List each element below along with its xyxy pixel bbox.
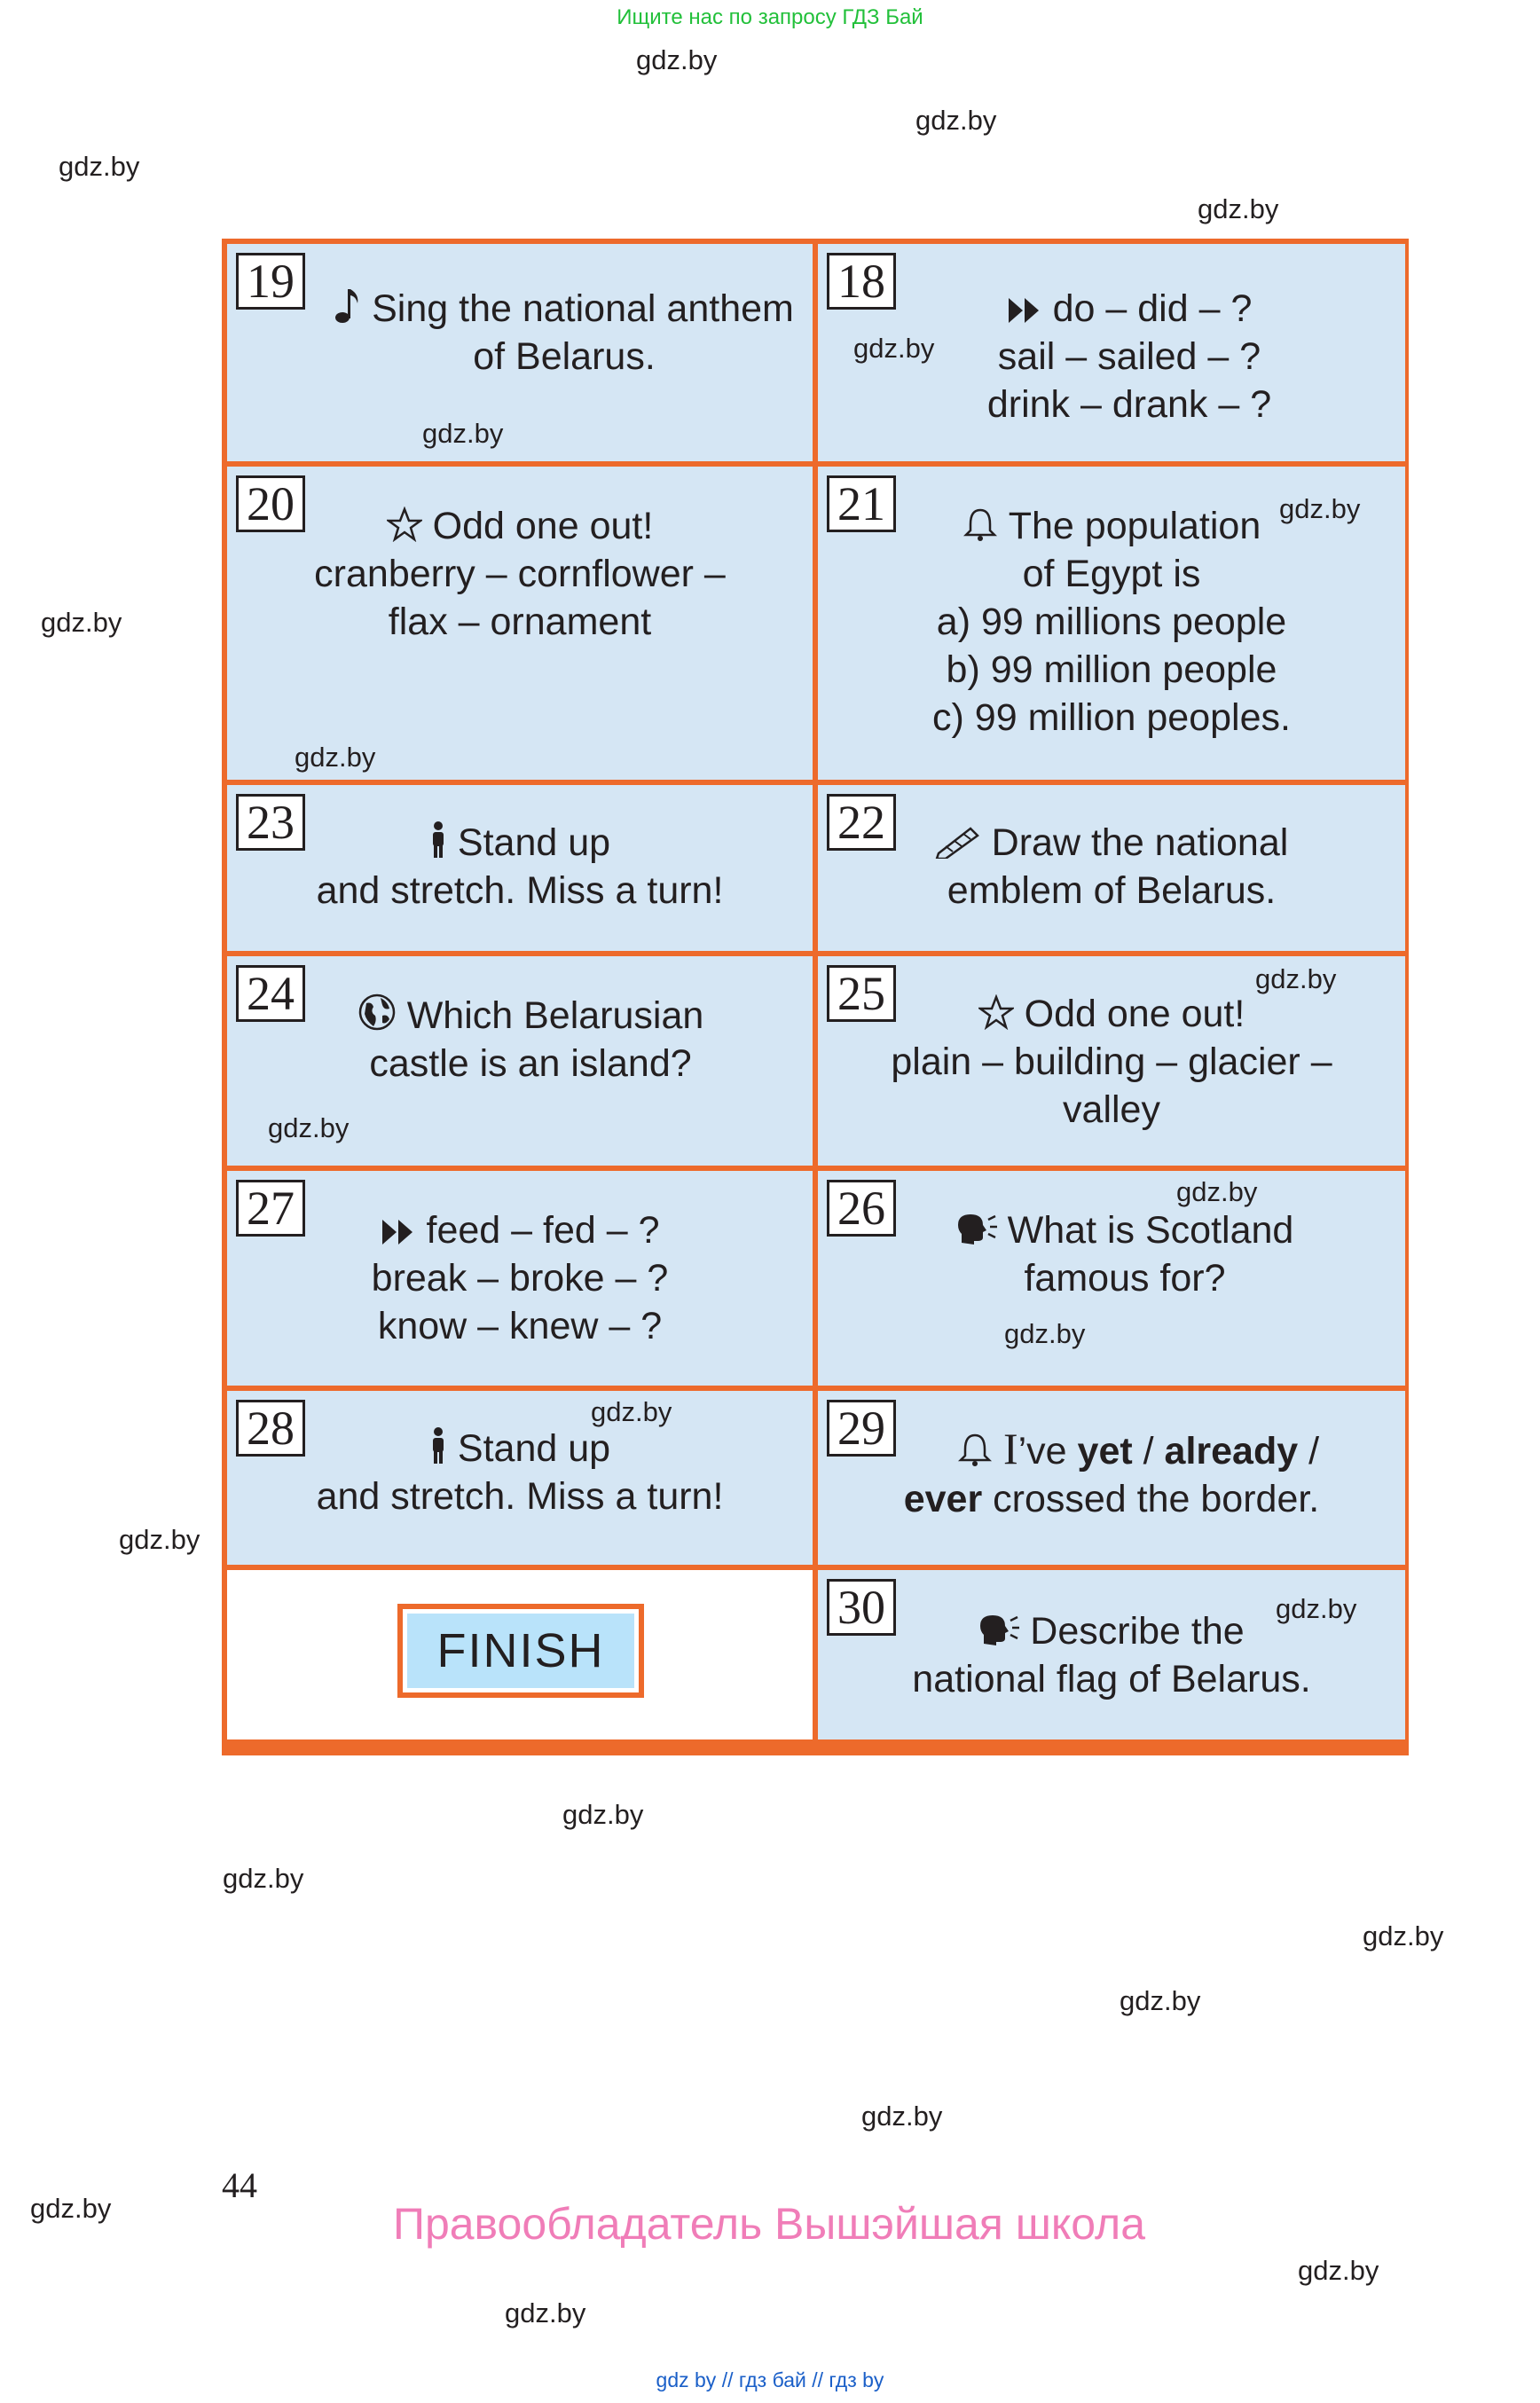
person-icon: [429, 819, 447, 867]
cell-line: national flag of Belarus.: [912, 1658, 1311, 1700]
star-icon: [387, 502, 422, 550]
music-note-icon: [334, 285, 361, 333]
square-number: 29: [827, 1400, 896, 1457]
top-banner[interactable]: Ищите нас по запросу ГДЗ Бай: [617, 5, 923, 29]
watermark: gdz.by: [1276, 1593, 1357, 1624]
cell-line: cranberry – cornflower –: [314, 553, 726, 595]
square-18: [818, 244, 1405, 461]
square-number: 22: [827, 794, 896, 851]
cell-line: The population: [1008, 505, 1261, 547]
page-number: 44: [222, 2165, 257, 2205]
cell-line: emblem of Belarus.: [947, 869, 1277, 912]
fast-forward-icon: [1007, 285, 1042, 333]
cell-line: Draw the national: [991, 821, 1289, 864]
rights-holder: Правообладатель Вышэйшая школа: [393, 2199, 1145, 2249]
square-26: [818, 1171, 1405, 1386]
watermark: gdz.by: [1120, 1985, 1201, 2016]
watermark: gdz.by: [861, 2101, 943, 2132]
square-22: [818, 785, 1405, 951]
square-25: [818, 956, 1405, 1166]
cell-text: I: [1002, 1424, 1018, 1473]
footer-links[interactable]: gdz by // гдз бай // гдз by: [656, 2368, 884, 2391]
finish-label-box: [397, 1604, 644, 1698]
watermark: gdz.by: [1004, 1318, 1086, 1349]
square-number: 30: [827, 1579, 896, 1636]
finish-label: FINISH: [407, 1614, 634, 1688]
square-19: [227, 244, 813, 461]
watermark: gdz.by: [295, 742, 376, 773]
square-number: 21: [827, 475, 896, 532]
square-28: [227, 1391, 813, 1565]
cell-line: Sing the national anthem: [372, 287, 794, 330]
watermark: gdz.by: [1363, 1920, 1444, 1951]
cell-line: famous for?: [1024, 1257, 1226, 1300]
bell-icon: [957, 1427, 993, 1475]
cell-line: a) 99 millions people: [936, 601, 1287, 643]
square-number: 28: [236, 1400, 305, 1457]
square-number: 19: [236, 253, 305, 310]
cell-text: crossed the border.: [982, 1478, 1320, 1520]
cell-line: Odd one out!: [1024, 993, 1245, 1035]
finish-square: [227, 1570, 813, 1739]
cell-line: valley: [1063, 1088, 1160, 1131]
cell-line: flax – ornament: [388, 601, 652, 643]
cell-line: drink – drank – ?: [986, 383, 1272, 426]
cell-line: know – knew – ?: [377, 1305, 663, 1347]
square-30: [818, 1570, 1405, 1739]
cell-text: /: [1132, 1430, 1165, 1472]
cell-line: plain – building – glacier –: [891, 1041, 1332, 1083]
watermark: gdz.by: [30, 2193, 112, 2224]
speaking-head-icon: [978, 1607, 1019, 1655]
square-21: [818, 467, 1405, 780]
fast-forward-icon: [381, 1206, 416, 1254]
watermark: gdz.by: [1279, 493, 1361, 524]
bell-icon: [962, 502, 998, 550]
square-24: [227, 956, 813, 1166]
pencil-icon: [935, 819, 981, 867]
cell-text-bold: yet: [1077, 1430, 1133, 1472]
watermark: gdz.by: [636, 44, 718, 75]
watermark: gdz.by: [223, 1863, 304, 1894]
cell-line: What is Scotland: [1007, 1209, 1294, 1252]
cell-line: break – broke – ?: [371, 1257, 669, 1300]
cell-line: of Egypt is: [1022, 553, 1201, 595]
cell-line: and stretch. Miss a turn!: [316, 1475, 724, 1518]
watermark: gdz.by: [505, 2297, 586, 2328]
cell-text-bold: ever: [903, 1478, 983, 1520]
watermark: gdz.by: [562, 1799, 644, 1830]
watermark: gdz.by: [1198, 193, 1279, 224]
star-icon: [978, 990, 1014, 1038]
watermark: gdz.by: [119, 1524, 200, 1555]
cell-line: Odd one out!: [432, 505, 654, 547]
cell-line: Stand up: [457, 821, 611, 864]
square-23: [227, 785, 813, 951]
square-number: 20: [236, 475, 305, 532]
watermark: gdz.by: [1298, 2255, 1379, 2286]
cell-line: of Belarus.: [473, 335, 656, 378]
watermark: gdz.by: [422, 418, 504, 449]
watermark: gdz.by: [853, 333, 935, 364]
square-20: [227, 467, 813, 780]
square-29: [818, 1391, 1405, 1565]
person-icon: [429, 1425, 447, 1472]
cell-text: /: [1298, 1430, 1320, 1472]
globe-icon: [358, 992, 397, 1040]
cell-text: ’ve: [1018, 1430, 1078, 1472]
cell-line: sail – sailed – ?: [997, 335, 1261, 378]
square-number: 26: [827, 1180, 896, 1237]
square-number: 18: [827, 253, 896, 310]
cell-line: feed – fed – ?: [426, 1209, 660, 1252]
speaking-head-icon: [956, 1206, 997, 1254]
watermark: gdz.by: [915, 105, 997, 136]
watermark: gdz.by: [59, 151, 140, 182]
cell-text-bold: already: [1164, 1430, 1299, 1472]
square-number: 27: [236, 1180, 305, 1237]
cell-line: c) 99 million peoples.: [932, 696, 1291, 739]
cell-line: castle is an island?: [369, 1042, 692, 1085]
watermark: gdz.by: [591, 1396, 672, 1427]
watermark: gdz.by: [1176, 1176, 1258, 1207]
watermark: gdz.by: [268, 1112, 350, 1143]
watermark: gdz.by: [41, 607, 122, 638]
cell-line: Stand up: [457, 1427, 611, 1470]
cell-line: Which Belarusian: [406, 994, 704, 1037]
game-board: [222, 239, 1409, 1755]
square-number: 23: [236, 794, 305, 851]
square-number: 24: [236, 965, 305, 1022]
watermark: gdz.by: [1255, 963, 1337, 994]
cell-line: and stretch. Miss a turn!: [316, 869, 724, 912]
cell-line: do – did – ?: [1052, 287, 1253, 330]
cell-line: b) 99 million people: [946, 648, 1277, 691]
square-27: [227, 1171, 813, 1386]
square-number: 25: [827, 965, 896, 1022]
cell-line: Describe the: [1030, 1610, 1245, 1653]
